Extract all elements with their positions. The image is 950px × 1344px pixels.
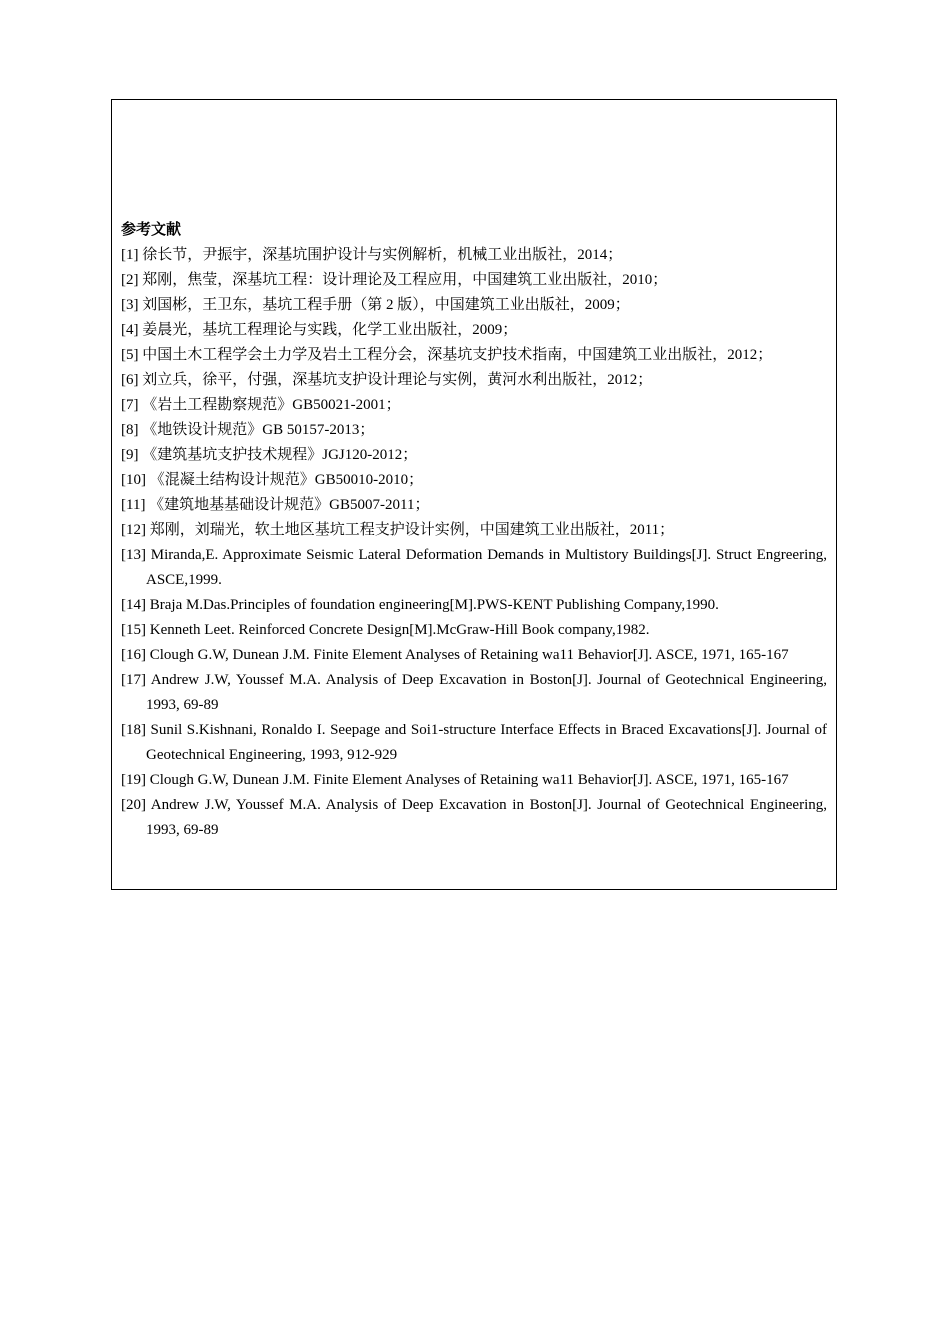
reference-item-12: [12] 郑刚，刘瑞光，软土地区基坑工程支护设计实例，中国建筑工业出版社，2011； xyxy=(121,522,675,538)
reference-item-8: [8] 《地铁设计规范》GB 50157-2013； xyxy=(121,422,375,438)
reference-item-1: [1] 徐长节，尹振宇，深基坑围护设计与实例解析，机械工业出版社，2014； xyxy=(121,247,623,263)
reference-item-17: [17] Andrew J.W, Youssef M.A. Analysis of Deep Excavation in Boston[J]. Journal of Geotechnical Engineering, 1993, 69-89 xyxy=(121,672,827,713)
reference-item-11: [11] 《建筑地基基础设计规范》GB5007-2011； xyxy=(121,497,430,513)
reference-list xyxy=(121,243,827,843)
reference-item-14: [14] Braja M.Das.Principles of foundation engineering[M].PWS-KENT Publishing Company,1990. xyxy=(121,597,719,613)
reference-item-13: [13] Miranda,E. Approximate Seismic Lateral Deformation Demands in Multistory Buildings[J]. Struct Engreering, ASCE,1999. xyxy=(121,547,827,588)
reference-item-4: [4] 姜晨光，基坑工程理论与实践，化学工业出版社，2009； xyxy=(121,322,518,338)
reference-item-3: [3] 刘国彬，王卫东，基坑工程手册（第 2 版），中国建筑工业出版社，2009； xyxy=(121,297,630,313)
reference-item-6: [6] 刘立兵，徐平，付强，深基坑支护设计理论与实例，黄河水利出版社，2012； xyxy=(121,372,653,388)
reference-item-19: [19] Clough G.W, Dunean J.M. Finite Element Analyses of Retaining wa11 Behavior[J]. ASCE, 1971, 165-167 xyxy=(121,772,789,788)
references-heading: 参考文献 xyxy=(121,222,182,238)
reference-item-18: [18] Sunil S.Kishnani, Ronaldo I. Seepage and Soi1-structure Interface Effects in Braced Excavations[J]. Journal of Geotechnical Engineering, 1993, 912-929 xyxy=(121,722,827,763)
reference-box xyxy=(111,99,837,890)
reference-item-16: [16] Clough G.W, Dunean J.M. Finite Element Analyses of Retaining wa11 Behavior[J]. ASCE, 1971, 165-167 xyxy=(121,647,789,663)
reference-item-7: [7] 《岩土工程勘察规范》GB50021-2001； xyxy=(121,397,401,413)
reference-item-9: [9] 《建筑基坑支护技术规程》JGJ120-2012； xyxy=(121,447,418,463)
reference-content xyxy=(121,218,827,843)
reference-item-20: [20] Andrew J.W, Youssef M.A. Analysis of Deep Excavation in Boston[J]. Journal of Geotechnical Engineering, 1993, 69-89 xyxy=(121,797,827,838)
reference-item-5: [5] 中国土木工程学会土力学及岩土工程分会，深基坑支护技术指南，中国建筑工业出版社，2012； xyxy=(121,347,773,363)
reference-item-10: [10] 《混凝土结构设计规范》GB50010-2010； xyxy=(121,472,424,488)
reference-item-2: [2] 郑刚，焦莹，深基坑工程：设计理论及工程应用，中国建筑工业出版社，2010； xyxy=(121,272,668,288)
reference-item-15: [15] Kenneth Leet. Reinforced Concrete Design[M].McGraw-Hill Book company,1982. xyxy=(121,622,650,638)
